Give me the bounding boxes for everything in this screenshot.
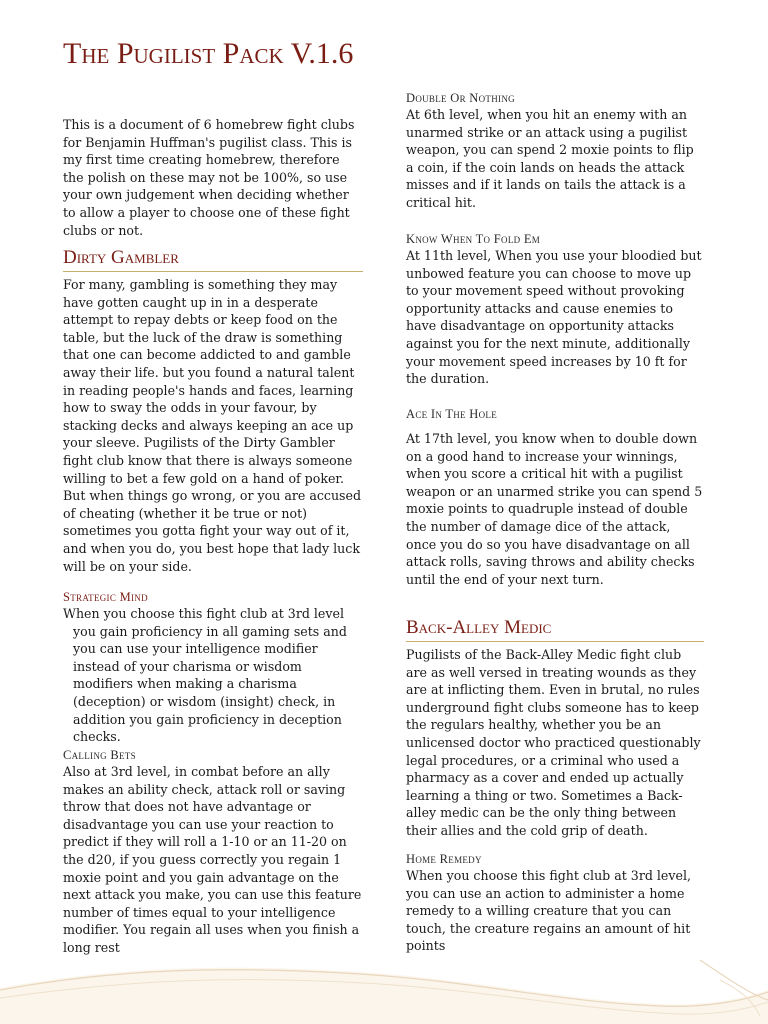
heading-strategic-mind: Strategic Mind: [63, 590, 148, 604]
ace-in-the-hole-body: At 17th level, you know when to double down on a good hand to increase your winnings, when you score a critical hit with a pugilist weapon or an unarmed strike you can spend 5 moxie points to quadruple instead of double the number of damage dice of the attack, once you do so you have disadvantage on all attack rolls, saving throws and ability checks until the end of your next turn.: [406, 431, 703, 587]
heading-calling-bets: Calling Bets: [63, 748, 136, 762]
know-when-to-fold-body: At 11th level, When you use your bloodied but unbowed feature you can choose to move up to your movement speed without provoking opportunity attacks and cause enemies to have disadvantage on opportunity attacks against you for the next minute, additionally your movement speed increases by 10 ft for the duration.: [406, 248, 702, 387]
double-or-nothing-body: At 6th level, when you hit an enemy with an unarmed strike or an attack using a pugilist weapon, you can spend 2 moxie points to flip a coin, if the coin lands on heads the attack misses and if it lands on tails the attack is a critical hit.: [406, 107, 694, 210]
calling-bets-body: Also at 3rd level, in combat before an ally makes an ability check, attack roll or saving throw that does not have advantage or disadvantage you can use your reaction to predict if they will roll a 1-10 or an 11-20 on the d20, if you guess correctly you regain 1 moxie point and you gain advantage on the next attack you make, you can use this feature number of times equal to your intelligence modifier. You regain all uses when you finish a long rest: [63, 764, 362, 955]
feature-calling-bets: [63, 748, 363, 957]
feature-strategic-mind: [63, 590, 363, 746]
feature-ace-in-the-hole: [406, 407, 704, 588]
strategic-mind-body: When you choose this fight club at 3rd level you gain proficiency in all gaming sets and you can use your intelligence modifier instead of your charisma or wisdom modifiers when making a charisma (deception) or wisdom (insight) check, in addition you gain proficiency in deception checks.: [63, 606, 347, 745]
feature-know-when-to-fold: [406, 232, 704, 388]
feature-double-or-nothing: [406, 91, 704, 212]
heading-home-remedy: Home Remedy: [406, 852, 482, 866]
document-title: The Pugilist Pack V.1.6: [63, 37, 354, 70]
footer-decoration: [0, 960, 768, 1024]
heading-know-when-to-fold: Know When To Fold Em: [406, 232, 541, 246]
heading-ace-in-the-hole: Ace In The Hole: [406, 407, 497, 421]
section-dirty-gambler: [63, 247, 363, 272]
feature-home-remedy: [406, 852, 704, 955]
section-back-alley-medic: [406, 617, 704, 642]
heading-dirty-gambler: Dirty Gambler: [63, 247, 363, 272]
heading-double-or-nothing: Double Or Nothing: [406, 91, 515, 105]
intro-paragraph: This is a document of 6 homebrew fight clubs for Benjamin Huffman's pugilist class. This is my first time creating homebrew, therefore the polish on these may not be 100%, so use your own judgement when deciding whether to allow a player to choose one of these fight clubs or not.: [63, 117, 355, 238]
dirty-gambler-body: For many, gambling is something they may have gotten caught up in in a desperate attempt to repay debts or keep food on the table, but the luck of the draw is something that one can become addicted to and gamble away their life. but you found a natural talent in reading people's hands and faces, learning how to sway the odds in your favour, by stacking decks and always keeping an ace up your sleeve. Pugilists of the Dirty Gambler fight club know that there is always someone willing to bet a few gold on a hand of poker. But when things go wrong, or you are accused of cheating (whether it be true or not) sometimes you gotta fight your way out of it, and when you do, you best hope that lady luck will be on your side.: [63, 277, 362, 574]
heading-back-alley-medic: Back-Alley Medic: [406, 617, 704, 642]
home-remedy-body: When you choose this fight club at 3rd level, you can use an action to administer a home remedy to a willing creature that you can touch, the creature regains an amount of hit points: [406, 868, 691, 954]
back-alley-medic-body: Pugilists of the Back-Alley Medic fight club are as well versed in treating wounds as they are at inflicting them. Even in brutal, no rules underground fight clubs someone has to keep the regulars healthy, whether you be an unlicensed doctor who practiced questionably legal procedures, or a criminal who used a pharmacy as a cover and ended up actually learning a thing or two. Sometimes a Back-alley medic can be the only thing between their allies and the cold grip of death.: [406, 647, 701, 838]
